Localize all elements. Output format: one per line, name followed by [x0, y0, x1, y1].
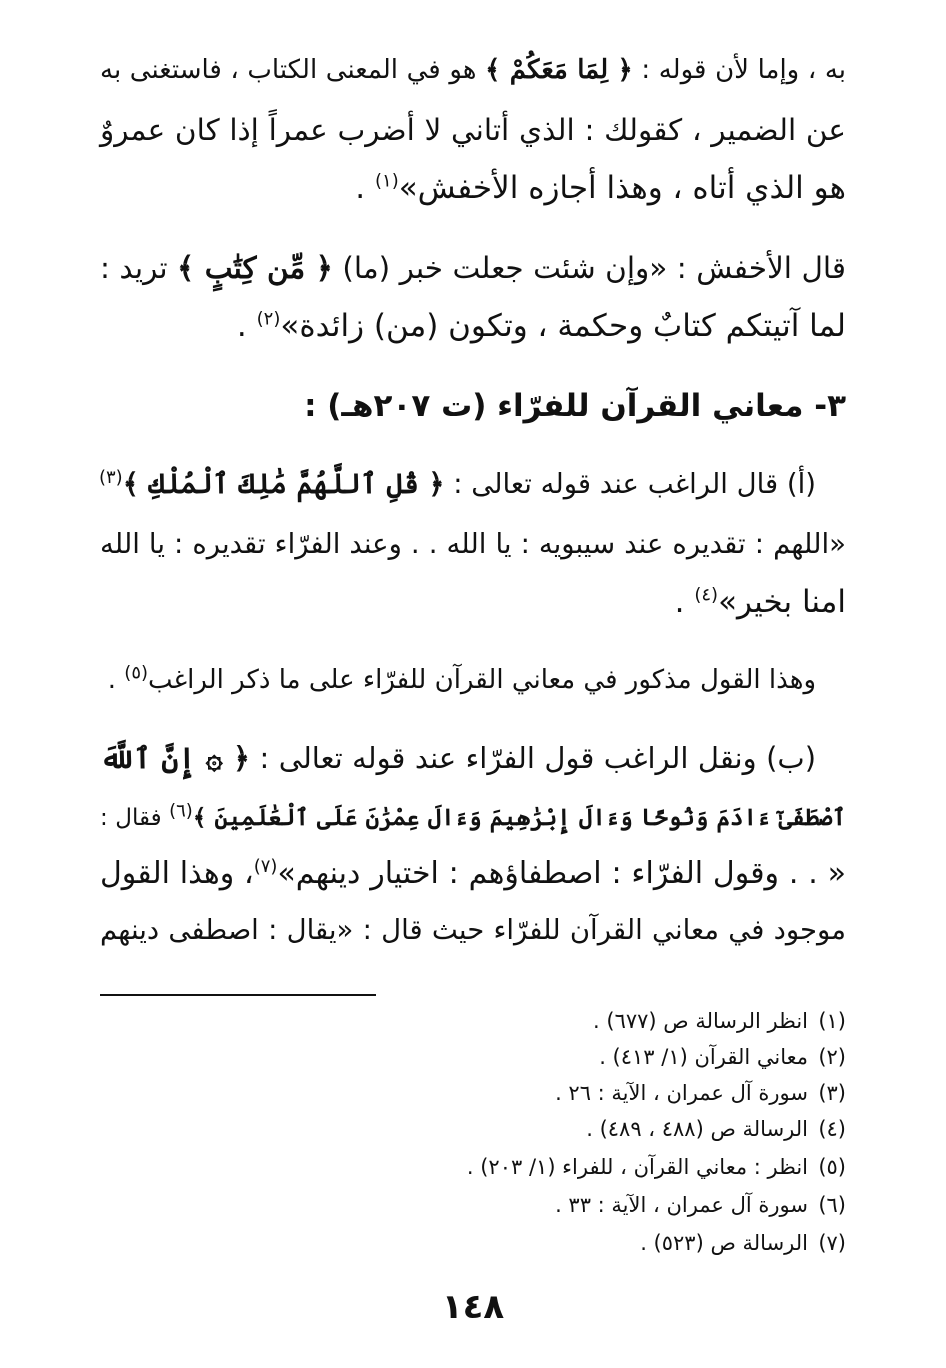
- text-run: وهذا القول مذكور في معاني القرآن للفرّاء على ما ذكر الراغب: [148, 665, 816, 695]
- paragraph-5-line-2: [100, 790, 846, 846]
- text-run: فقال :: [100, 805, 170, 831]
- footnote-ref-1[interactable]: (١): [374, 170, 399, 192]
- paragraph-1-line-2: عن الضمير ، كقولك : الذي أتاني لا أضرب عمراً إذا كان عمروٌ: [100, 113, 846, 147]
- page-number: ١٤٨: [441, 1287, 505, 1327]
- footnote-ref-5[interactable]: (٥): [124, 662, 149, 684]
- footnote-3: [100, 1076, 846, 1110]
- paragraph-3-line-1: [100, 456, 816, 512]
- footnote-number: (٢): [818, 1045, 846, 1069]
- footnote-ref-3[interactable]: (٣): [98, 466, 123, 488]
- paragraph-3-line-2: «اللهم : تقديره عند سيبويه : يا الله . . وعند الفرّاء تقديره : يا الله: [100, 528, 846, 560]
- paragraph-2-line-2: [100, 298, 846, 354]
- footnote-text: الرسالة ص (٤٨٨ ، ٤٨٩) .: [586, 1117, 808, 1141]
- quran-quote: ﴿ لِمَا مَعَكُمْ ﴾: [485, 55, 633, 85]
- text-run: (أ) قال الراغب عند قوله تعالى :: [444, 468, 816, 500]
- footnote-ref-7[interactable]: (٧): [253, 856, 278, 877]
- text-run: قال الأخفش : «وإن شئت جعلت خبر (ما): [332, 251, 846, 285]
- text-run: .: [674, 584, 695, 620]
- text-run: امنا بخير»: [718, 584, 846, 620]
- footnote-6: [100, 1188, 846, 1222]
- footnote-5: [100, 1150, 846, 1184]
- footnote-ref-6[interactable]: (٦): [169, 800, 193, 822]
- footnote-number: (٦): [818, 1193, 846, 1217]
- footnote-4: [100, 1112, 846, 1146]
- paragraph-1-line-1: [100, 42, 846, 98]
- paragraph-1-line-3: [100, 160, 846, 216]
- paragraph-5-line-3: [100, 846, 846, 902]
- text-run: تريد :: [100, 251, 178, 285]
- footnote-2: [100, 1040, 846, 1074]
- quran-quote: ﴿ مِّن كِتَٰبٍ ﴾: [177, 250, 333, 285]
- footnote-number: (١): [818, 1009, 846, 1033]
- footnote-number: (٧): [818, 1231, 846, 1255]
- paragraph-5-line-4: موجود في معاني القرآن للفرّاء حيث قال : «يقال : اصطفى دينهم: [100, 914, 846, 946]
- footnote-number: (٤): [818, 1117, 846, 1141]
- text-run: (ب) ونقل الراغب قول الفرّاء عند قوله تعالى :: [250, 741, 817, 775]
- footnote-number: (٣): [818, 1081, 846, 1105]
- section-heading: ٣- معاني القرآن للفرّاء (ت ٢٠٧هـ) :: [304, 388, 846, 424]
- text-run: .: [236, 308, 257, 344]
- paragraph-2-line-1: [100, 240, 846, 296]
- text-run: به ، وإما لأن قوله :: [632, 55, 847, 85]
- paragraph-4-line-1: [100, 652, 816, 708]
- footnote-number: (٥): [818, 1155, 846, 1179]
- paragraph-5-line-1: [100, 730, 816, 786]
- footnote-text: سورة آل عمران ، الآية : ٢٦ .: [555, 1081, 808, 1105]
- footnote-text: انظر : معاني القرآن ، للفراء (١/ ٢٠٣) .: [466, 1155, 808, 1179]
- footnote-7: [100, 1226, 846, 1260]
- footnote-ref-2[interactable]: (٢): [256, 308, 281, 330]
- paragraph-3-line-3: [100, 574, 846, 630]
- footnote-text: انظر الرسالة ص (٦٧٧) .: [593, 1009, 808, 1033]
- footnote-1: [100, 1004, 846, 1038]
- quran-quote: ﴿ ۞ إِنَّ ٱللَّهَ: [100, 741, 251, 775]
- footnote-text: سورة آل عمران ، الآية : ٣٣ .: [555, 1193, 808, 1217]
- text-run: .: [107, 665, 125, 695]
- quran-quote: ٱصْطَفَىٰٓ ءَادَمَ وَنُوحًا وَءَالَ إِبْرَٰهِيمَ وَءَالَ عِمْرَٰنَ عَلَى ٱلْعَٰلَمِينَ ﴾: [192, 804, 846, 831]
- footnote-text: الرسالة ص (٥٢٣) .: [640, 1231, 808, 1255]
- footnote-separator: [100, 994, 376, 996]
- text-run: .: [355, 170, 375, 206]
- text-run: ، وهذا القول: [100, 856, 254, 891]
- text-run: « . . وقول الفرّاء : اصطفاؤهم : اختيار دينهم»: [277, 856, 846, 891]
- quran-quote: ﴿ قُلِ ٱللَّهُمَّ مَٰلِكَ ٱلْمُلْكِ ﴾: [122, 468, 445, 500]
- text-run: لما آتيتكم كتابٌ وحكمة ، وتكون (من) زائدة»: [280, 308, 846, 344]
- text-run: هو الذي أتاه ، وهذا أجازه الأخفش»: [398, 170, 846, 206]
- footnote-text: معاني القرآن (١/ ٤١٣) .: [599, 1045, 808, 1069]
- footnote-ref-4[interactable]: (٤): [694, 584, 719, 606]
- text-run: هو في المعنى الكتاب ، فاستغنى به: [100, 55, 486, 85]
